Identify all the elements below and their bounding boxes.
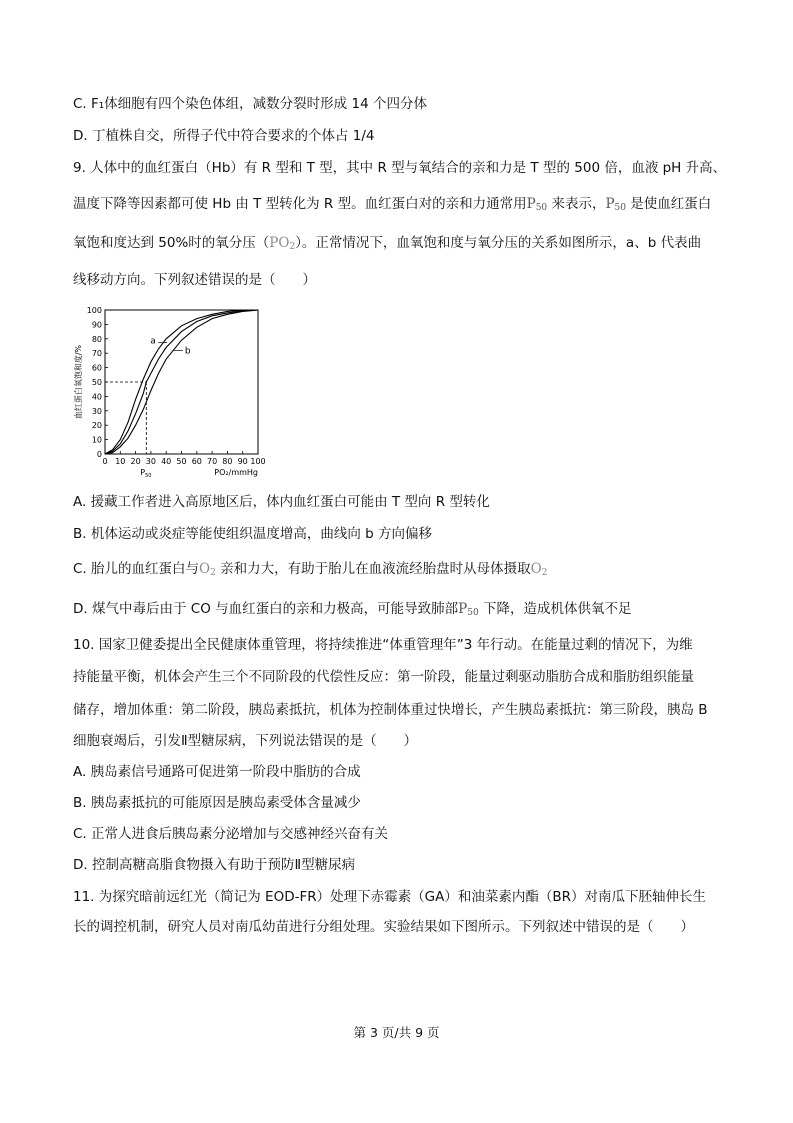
text: 下降，造成机体供氧不足 xyxy=(478,601,632,617)
x-tick-label: 40 xyxy=(161,457,172,466)
text: 氧饱和度达到 50%时的氧分压（ xyxy=(73,235,270,251)
y-tick-label: 80 xyxy=(91,334,102,344)
question-10-option-c: C. 正常人进食后胰岛素分泌增加与交感神经兴奋有关 xyxy=(73,826,389,842)
y-tick-label: 0 xyxy=(96,450,102,459)
p50-letter: P xyxy=(605,196,615,212)
question-10-stem-line-1: 10. 国家卫健委提出全民健康体重管理，将持续推进“体重管理年”3 年行动。在能量过剩的情况下，为维 xyxy=(73,637,693,653)
x-tick-label: 20 xyxy=(130,457,141,466)
question-9-option-b: B. 机体运动或炎症等能使组织温度增高，曲线向 b 方向偏移 xyxy=(73,526,432,542)
x-tick-label: 80 xyxy=(222,457,233,466)
text: 来表示， xyxy=(547,196,606,212)
page-footer: 第 3 页/共 9 页 xyxy=(353,1025,440,1040)
curve-label-b: b xyxy=(184,346,191,357)
question-9-stem-line-3 xyxy=(73,233,701,257)
question-10-stem-line-2: 持能量平衡，机体会产生三个不同阶段的代偿性反应：第一阶段，能量过剩驱动脂肪合成和脂肪组织能量 xyxy=(73,669,694,685)
y-tick-label: 90 xyxy=(91,320,102,330)
o2-subscript: 2 xyxy=(541,568,548,578)
p50-letter: P xyxy=(526,196,536,212)
o2-letter: O xyxy=(530,561,542,577)
y-axis-label: 血红蛋白氧饱和度/% xyxy=(74,344,83,420)
o2-symbol xyxy=(531,561,548,577)
question-9-stem-line-4: 线移动方向。下列叙述错误的是（ ） xyxy=(73,272,316,288)
o2-subscript: 2 xyxy=(210,568,216,578)
p50-subscript: 50 xyxy=(467,608,479,618)
question-8-option-d: D. 丁植株自交，所得子代中符合要求的个体占 1/4 xyxy=(73,128,375,144)
po2-subscript: 2 xyxy=(289,242,296,252)
x-tick-label: 60 xyxy=(191,457,202,466)
y-tick-label: 100 xyxy=(86,306,102,315)
x-tick-label: 70 xyxy=(207,457,218,466)
text: ）。正常情况下，血氧饱和度与氧分压的关系如图所示，a、b 代表曲 xyxy=(295,235,702,251)
y-tick-label: 70 xyxy=(91,349,102,359)
p50-letter: P xyxy=(458,601,468,617)
question-8-option-c: C. F₁体细胞有四个染色体组，减数分裂时形成 14 个四分体 xyxy=(73,96,427,112)
question-9-stem-line-1: 9. 人体中的血红蛋白（Hb）有 R 型和 T 型，其中 R 型与氧结合的亲和力是 T 型的 500 倍，血液 pH 升高、 xyxy=(73,160,727,176)
p50-axis-subscript: 50 xyxy=(145,473,152,479)
po2-symbol xyxy=(269,235,295,251)
oxygen-dissociation-chart xyxy=(70,300,290,480)
question-10-stem-line-3: 储存，增加体重：第二阶段，胰岛素抵抗，机体为控制体重过快增长，产生胰岛素抵抗：第三阶段，胰岛 B xyxy=(73,702,708,718)
text: C. 胎儿的血红蛋白与 xyxy=(73,561,200,577)
p50-subscript: 50 xyxy=(535,203,548,213)
question-10-stem-line-4: 细胞衰竭后，引发Ⅱ型糖尿病，下列说法错误的是（ ） xyxy=(73,733,418,749)
y-tick-label: 60 xyxy=(91,363,102,373)
question-9-option-a: A. 援藏工作者进入高原地区后，体内血红蛋白可能由 T 型向 R 型转化 xyxy=(73,494,490,510)
curve-label-a: a xyxy=(150,336,156,347)
text: 亲和力大，有助于胎儿在血液流经胎盘时从母体摄取 xyxy=(215,561,531,577)
question-10-option-b: B. 胰岛素抵抗的可能原因是胰岛素受体含量减少 xyxy=(73,795,361,811)
question-11-stem-line-2: 长的调控机制，研究人员对南瓜幼苗进行分组处理。实验结果如下图所示。下列叙述中错误的是（ ） xyxy=(73,919,694,935)
o2-letter: O xyxy=(199,561,211,577)
y-tick-label: 40 xyxy=(91,392,102,402)
y-tick-label: 50 xyxy=(91,378,102,387)
po2-letters: PO xyxy=(269,235,290,251)
y-tick-label: 10 xyxy=(91,435,102,445)
text: 是使血红蛋白 xyxy=(626,196,712,212)
text: D. 煤气中毒后由于 CO 与血红蛋白的亲和力极高，可能导致肺部 xyxy=(73,601,459,617)
question-10-option-d: D. 控制高糖高脂食物摄入有助于预防Ⅱ型糖尿病 xyxy=(73,857,356,873)
x-tick-label: 0 xyxy=(102,457,108,466)
p50-axis-label xyxy=(140,468,151,479)
x-tick-label: 90 xyxy=(237,457,248,466)
question-10-option-a: A. 胰岛素信号通路可促进第一阶段中脂肪的合成 xyxy=(73,764,361,780)
x-tick-label: 10 xyxy=(115,457,126,466)
x-tick-label: 50 xyxy=(176,457,187,466)
p50-subscript: 50 xyxy=(614,203,626,213)
p50-symbol xyxy=(605,196,626,212)
p50-symbol xyxy=(527,196,548,212)
question-9-option-c xyxy=(73,559,547,583)
y-tick-label: 30 xyxy=(91,406,102,416)
p50-symbol xyxy=(458,601,479,617)
question-11-stem-line-1: 11. 为探究暗前远红光（简记为 EOD-FR）处理下赤霉素（GA）和油菜素内酯（BR）对南瓜下胚轴伸长生 xyxy=(73,889,706,905)
p50-axis-letter: P xyxy=(140,468,146,477)
x-tick-label: 100 xyxy=(250,457,266,466)
o2-symbol xyxy=(199,561,216,577)
text: 温度下降等因素都可使 Hb 由 T 型转化为 R 型。血红蛋白对的亲和力通常用 xyxy=(73,196,527,212)
question-9-stem-line-2 xyxy=(73,194,711,218)
x-tick-label: 30 xyxy=(145,457,156,466)
x-axis-label: PO₂/mmHg xyxy=(214,468,258,477)
y-tick-label: 20 xyxy=(91,421,102,431)
question-9-option-d xyxy=(73,599,631,623)
